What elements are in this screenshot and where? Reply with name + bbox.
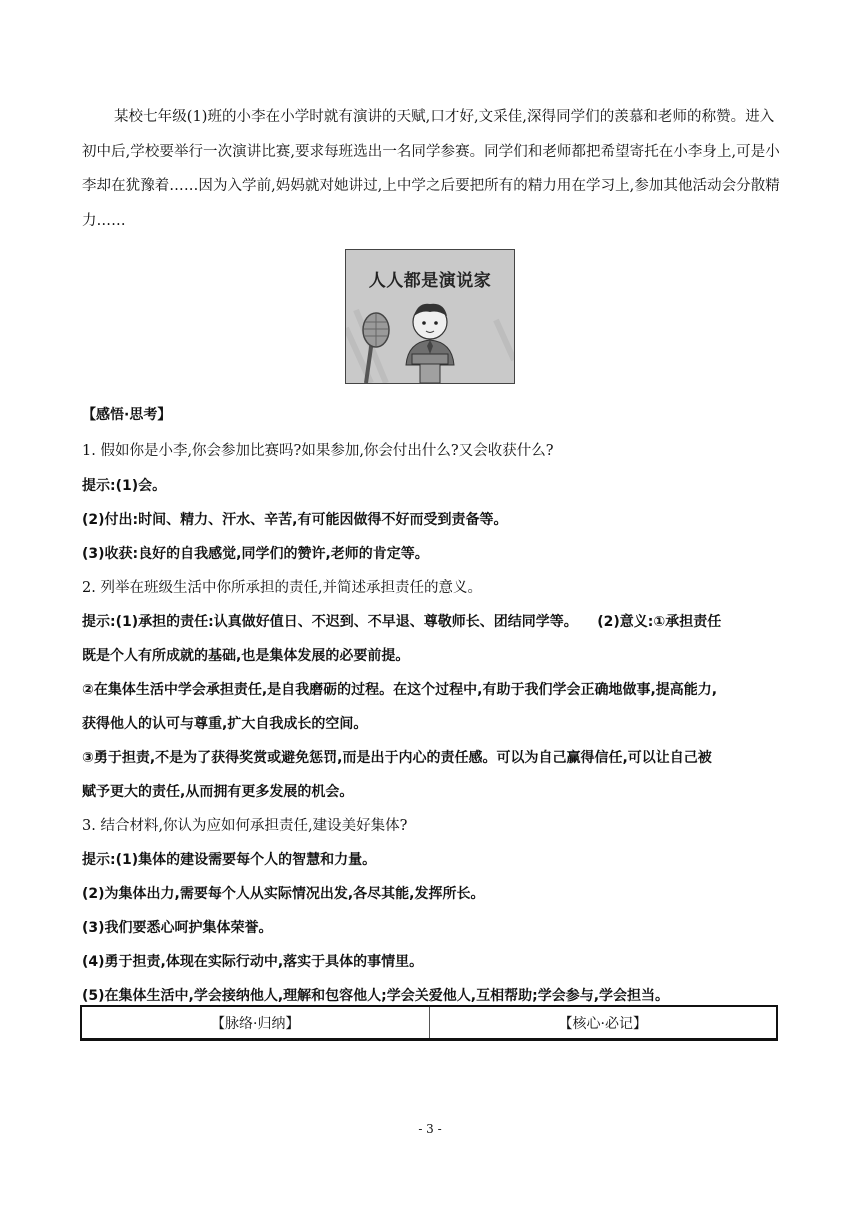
answer-3-line-2: (2)为集体出力,需要每个人从实际情况出发,各尽其能,发挥所长。 (82, 886, 485, 902)
answer-1-line-2: (2)付出:时间、精力、汗水、辛苦,有可能因做得不好而受到责备等。 (82, 512, 508, 528)
intro-paragraph: 某校七年级(1)班的小李在小学时就有演讲的天赋,口才好,文采佳,深得同学们的羡慕和老师的称赞。进入初中后,学校要举行一次演讲比赛,要求每班选出一名同学参赛。同学们和老师都把希望寄托在小李身上,可是小李却在犹豫着……因为入学前,妈妈就对她讲过,上中学之后要把所有的精力用在学习上,参加其他活动会分散精力…… (82, 109, 780, 229)
answer-3-line-4: (4)勇于担责,体现在实际行动中,落实于具体的事情里。 (82, 954, 424, 970)
question-3: 3. 结合材料,你认为应如何承担责任,建设美好集体? (82, 818, 408, 834)
answer-1-line-3: (3)收获:良好的自我感觉,同学们的赞许,老师的肯定等。 (82, 546, 429, 562)
section-heading: 【感悟·思考】 (82, 407, 172, 423)
answer-3-line-5: (5)在集体生活中,学会接纳他人,理解和包容他人;学会关爱他人,互相帮助;学会参与,学会担当。 (82, 988, 670, 1004)
answer-2-line-3: ②在集体生活中学会承担责任,是自我磨砺的过程。在这个过程中,有助于我们学会正确地做事,提高能力, (82, 682, 718, 698)
question-2: 2. 列举在班级生活中你所承担的责任,并简述承担责任的意义。 (82, 580, 483, 596)
speaker-cartoon-icon (346, 250, 514, 383)
table-cell-left: 【脉络·归纳】 (211, 1015, 300, 1032)
answer-2-line-5: ③勇于担责,不是为了获得奖赏或避免惩罚,而是出于内心的责任感。可以为自己赢得信任,可以让自己被 (82, 750, 712, 766)
question-1: 1. 假如你是小李,你会参加比赛吗?如果参加,你会付出什么?又会收获什么? (82, 443, 554, 459)
answer-2-line-1: 提示:(1)承担的责任:认真做好值日、不迟到、不早退、尊敬师长、团结同学等。 (2)意义:①承担责任 (82, 614, 722, 630)
answer-2-line-2: 既是个人有所成就的基础,也是集体发展的必要前提。 (82, 648, 410, 664)
answer-2-line-4: 获得他人的认可与尊重,扩大自我成长的空间。 (82, 716, 368, 732)
table-cell-right: 【核心·必记】 (429, 1007, 777, 1038)
speaker-illustration (345, 249, 515, 384)
answer-3-line-1: 提示:(1)集体的建设需要每个人的智慧和力量。 (82, 852, 377, 868)
illustration-title: 人人都是演说家 (368, 271, 492, 291)
page-number: - 3 - (418, 1122, 442, 1136)
answer-2-line-6: 赋予更大的责任,从而拥有更多发展的机会。 (82, 784, 354, 800)
answer-3-line-3: (3)我们要悉心呵护集体荣誉。 (82, 920, 273, 936)
answer-1-line-1: 提示:(1)会。 (82, 478, 167, 494)
summary-table (80, 1005, 778, 1041)
